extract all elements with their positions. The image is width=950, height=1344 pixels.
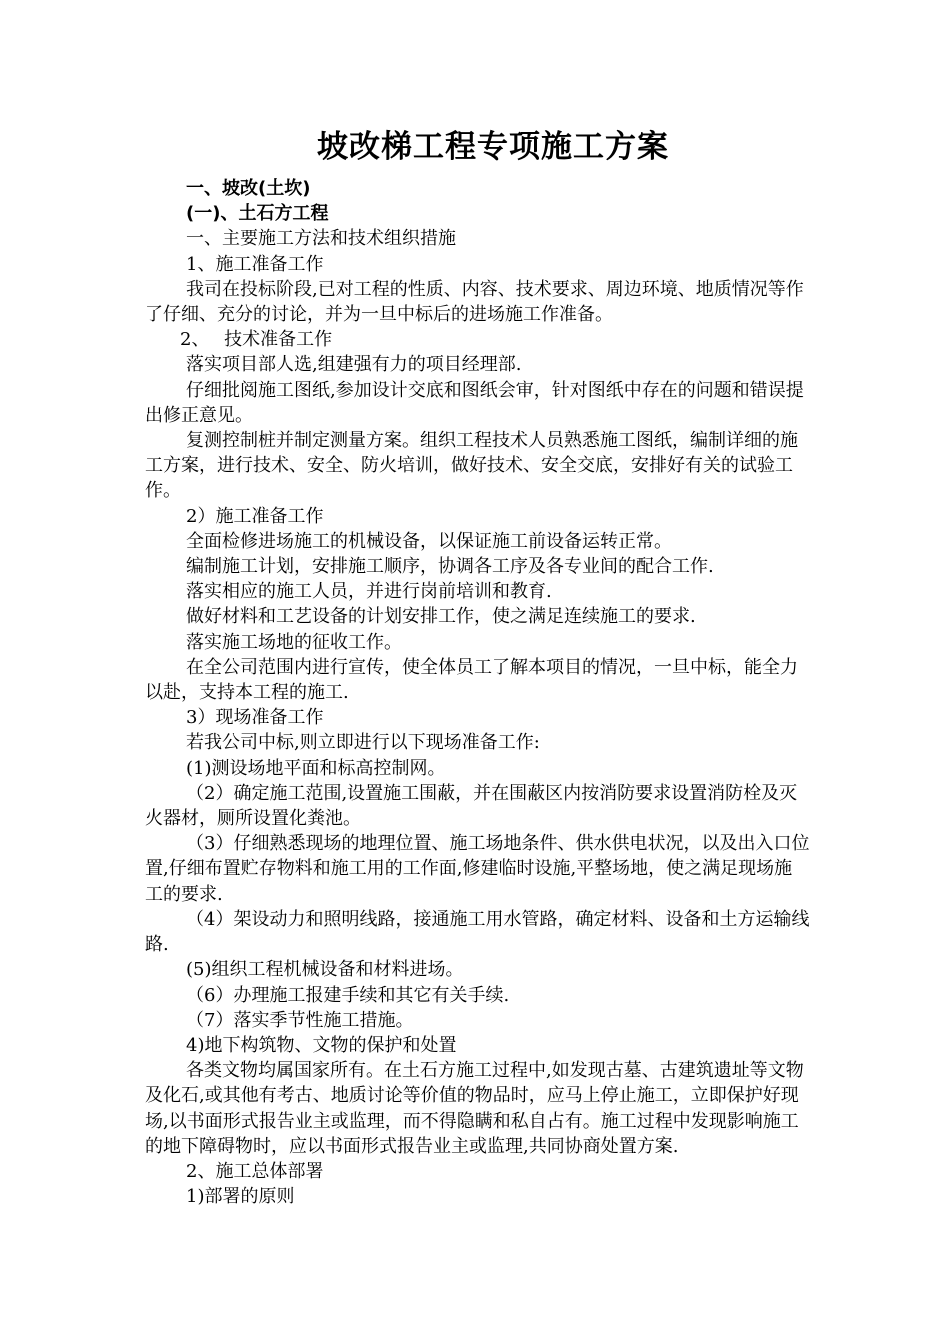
paragraph: 各类文物均属国家所有。在土石方施工过程中,如发现古墓、古建筑遗址等文物及化石,或其他有考古、地质讨论等价值的物品时，应马上停止施工，立即保护好现场,以书面形式报告业主或监理，而不得隐瞒和私自占有。施工过程中发现影响施工的地下障碍物时，应以书面形式报告业主或监理,共同协商处置方案. <box>145 1060 804 1157</box>
document-title: 坡改梯工程专项施工方案 <box>317 129 669 165</box>
list-item: （7）落实季节性施工措施。 <box>186 1009 414 1031</box>
heading-level-1: 一、坡改(土坎) <box>186 178 311 199</box>
paragraph: 复测控制桩并制定测量方案。组织工程技术人员熟悉施工图纸，编制详细的施工方案，进行技术、安全、防火培训，做好技术、安全交底，安排好有关的试验工作。 <box>145 430 798 502</box>
paragraph: 在全公司范围内进行宣传，使全体员工了解本项目的情况，一旦中标，能全力以赴，支持本工程的施工. <box>145 656 798 704</box>
subsection-heading: 2、施工总体部署 <box>186 1160 324 1182</box>
list-item: （4）架设动力和照明线路，接通施工用水管路，确定材料、设备和土方运输线路. <box>145 908 810 956</box>
heading-level-2: (一)、土石方工程 <box>186 203 329 225</box>
subsection-heading: 1、施工准备工作 <box>186 253 324 275</box>
subsection-heading: 3）现场准备工作 <box>186 707 324 729</box>
section-heading: 一、主要施工方法和技术组织措施 <box>186 228 456 250</box>
paragraph: 仔细批阅施工图纸,参加设计交底和图纸会审，针对图纸中存在的问题和错误提出修正意见。 <box>145 379 804 426</box>
paragraph: 落实相应的施工人员，并进行岗前培训和教育. <box>186 581 552 603</box>
paragraph: 我司在投标阶段,已对工程的性质、内容、技术要求、周边环境、地质情况等作了仔细、充分的讨论，并为一旦中标后的进场施工作准备。 <box>145 278 804 326</box>
list-item: （2）确定施工范围,设置施工围蔽，并在围蔽区内按消防要求设置消防栓及灭火器材，厕所设置化粪池。 <box>145 782 798 830</box>
paragraph: 全面检修进场施工的机械设备，以保证施工前设备运转正常。 <box>186 530 672 552</box>
list-item: （6）办理施工报建手续和其它有关手续. <box>186 984 510 1006</box>
subsection-heading: 2、 技术准备工作 <box>180 329 333 351</box>
list-item: (1)测设场地平面和标高控制网。 <box>186 757 446 779</box>
paragraph: 编制施工计划，安排施工顺序，协调各工序及各专业间的配合工作. <box>186 556 714 578</box>
list-item: (5)组织工程机械设备和材料进场。 <box>186 959 464 981</box>
subsection-heading: 4)地下构筑物、文物的保护和处置 <box>186 1034 457 1056</box>
paragraph: 做好材料和工艺设备的计划安排工作，使之满足连续施工的要求. <box>186 606 696 628</box>
list-item: （3）仔细熟悉现场的地理位置、施工场地条件、供水供电状况，以及出入口位置,仔细布置贮存物料和施工用的工作面,修建临时设施,平整场地，使之满足现场施工的要求. <box>145 833 810 905</box>
paragraph: 落实项目部人选,组建强有力的项目经理部. <box>186 354 522 376</box>
subsection-heading: 1)部署的原则 <box>186 1186 295 1208</box>
paragraph: 若我公司中标,则立即进行以下现场准备工作: <box>186 732 540 754</box>
paragraph: 落实施工场地的征收工作。 <box>186 631 402 653</box>
subsection-heading: 2）施工准备工作 <box>186 505 324 527</box>
